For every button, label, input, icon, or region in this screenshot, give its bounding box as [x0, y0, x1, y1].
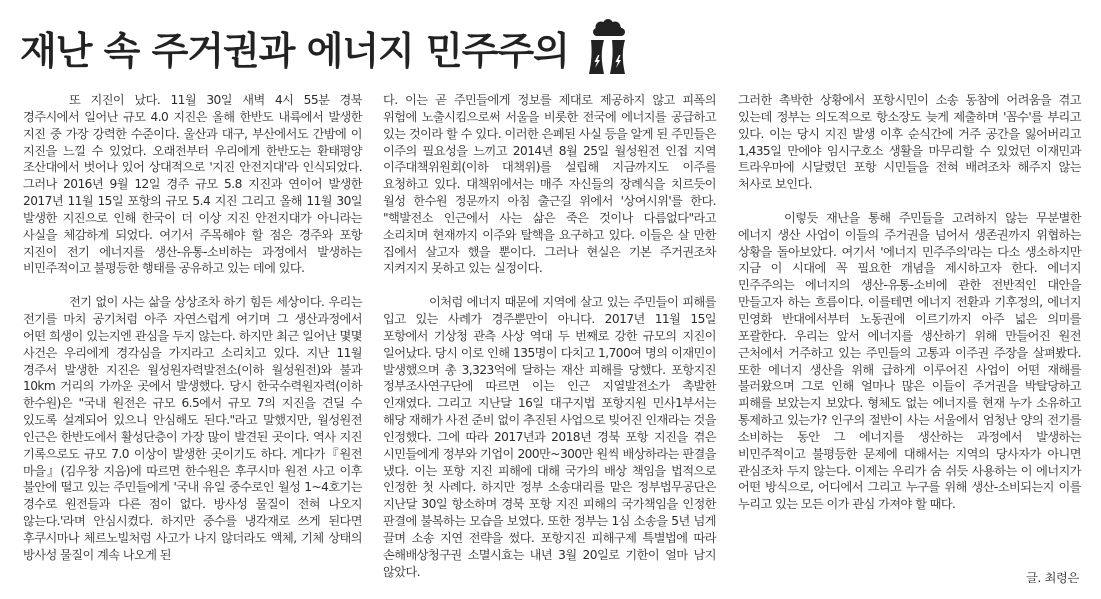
byline: 글. 최령은	[1025, 571, 1079, 585]
nuclear-plant-icon	[585, 18, 633, 76]
article-column-2	[383, 92, 716, 580]
paragraph: 전기 없이 사는 삶을 상상조차 하기 힘든 세상이다. 우리는 전기를 마치 공기처럼 아주 자연스럽게 여기며 그 생산과정에서 어떤 희생이 있는지엔 관심을 두지 않는다. 하지만 최근 일어난 몇몇 사건은 우리에게 경각심을 가지라고 소리치고 있다. 지난 11월 경주서 발생한 지진은 월성원자력발전소(이하 월성원전)와 불과 10km 거리의 가까운 곳에서 발생했다. 당시 한국수력원자력(이하 한수원)은 "국내 원전은 규모 6.5에서 규모 7의 지진을 견딜 수 있도록 설계되어 있으니 안심해도 된다."라고 말했지만, 월성원전 인근은 한반도에서 활성단층이 가장 많이 발견된 곳이다. 역사 지진 기록으로도 규모 7.0 이상이 발생한 곳이기도 하다. 게다가『원전 마을』(김우창 지음)에 따르면 한수원은 후쿠시마 원전 사고 이후 불안에 떨고 있는 주민들에게 '국내 유일 중수로인 월성 1~4호기는 경수로 원전들과 다른 점이 없다. 방사성 물질이 전혀 나오지 않는다.'라며 안심시켰다. 하지만 중수를 냉각재로 쓰게 된다면 후쿠시마나 체르노빌처럼 사고가 나지 않더라도 액체, 기체 상태의 방사성 물질이 계속 나오게 된	[23, 295, 362, 562]
title-row	[20, 14, 633, 80]
paragraph: 이렇듯 재난을 통해 주민들을 고려하지 않는 무분별한 에너지 생산 사업이 이들의 주거권을 넘어서 생존권까지 위협하는 상황을 돌아보았다. 여기서 '에너지 민주주의'라는 다소 생소하지만 지금 이 시대에 꼭 필요한 개념을 제시하고자 한다. 에너지 민주주의는 에너지의 생산-유통-소비에 관한 전반적인 대안을 만들고자 하는 흐름이다. 이를테면 에너지 전환과 기후정의, 에너지 민영화 반대에서부터 노동권에 이르기까지 아주 넓은 의미를 포괄한다. 우리는 앞서 에너지를 생산하기 위해 만들어진 원전 근처에서 거주하고 있는 주민들의 고통과 이주권 주장을 살펴봤다. 또한 에너지 생산을 위해 급하게 이루어진 사업이 어떤 재해를 불러왔으며 그로 인해 얼마나 많은 이들이 주거권을 박탈당하고 피해를 보았는지 보았다. 형체도 없는 에너지를 현재 누가 소유하고 통제하고 있는가? 인구의 절반이 사는 서울에서 엄청난 양의 전기를 소비하는 동안 그 에너지를 생산하는 과정에서 발생하는 비민주적이고 불평등한 문제에 대해서는 지역의 당사자가 아니면 관심조차 두지 않는다. 이제는 우리가 숨 쉬듯 사용하는 이 에너지가 어떤 방식으로, 어디에서 그리고 누구를 위해 생산-소비되는지 이를 누리고 있는 모든 이가 관심 가져야 할 때다.	[738, 210, 1081, 512]
paragraph: 다. 이는 곧 주민들에게 정보를 제대로 제공하지 않고 피폭의 위험에 노출시킴으로써 서울을 비롯한 전국에 에너지를 공급하고 있는 것이라 할 수 있다. 이러한 은폐된 사실 등을 알게 된 주민들은 이주의 필요성을 느끼고 2014년 8월 25일 월성원전 인접 지역 이주대책위원회(이하 대책위)를 설립해 지금까지도 이주를 요청하고 있다. 대책위에서는 매주 자신들의 장례식을 치르듯이 월성 한수원 정문까지 아침 출근길 위에서 '상여시위'를 한다. "핵발전소 인근에서 사는 삶은 죽은 것이나 다름없다"라고 소리치며 현재까지 이주와 탈핵을 요구하고 있다. 이들은 살 만한 집에서 살고자 했을 뿐이다. 그러나 현실은 기본 주거권조차 지켜지지 못하고 있는 실정이다.	[383, 93, 716, 276]
article-column-3	[738, 92, 1081, 513]
article-title: 재난 속 주거권과 에너지 민주주의	[20, 28, 569, 73]
paragraph: 이처럼 에너지 때문에 지역에 살고 있는 주민들이 피해를 입고 있는 사례가 경주뿐만이 아니다. 2017년 11월 15일 포항에서 기상청 관측 사상 역대 두 번째로 강한 규모의 지진이 일어났다. 당시 이로 인해 135명이 다치고 1,700여 명의 이재민이 발생했으며 총 3,323억에 달하는 재산 피해를 당했다. 포항지진 정부조사연구단에 따르면 이는 인근 지열발전소가 촉발한 인재였다. 그리고 지난달 16일 대구지법 포항지원 민사1부서는 해당 재해가 사전 준비 없이 추진된 사업으로 빚어진 인재라는 것을 인정했다. 그에 따라 2017년과 2018년 경북 포항 지진을 겪은 시민들에게 정부와 기업이 200만~300만 원씩 배상하라는 판결을 냈다. 이는 포항 지진 피해에 대해 국가의 배상 책임을 법적으로 인정한 첫 사례다. 하지만 정부 소송대리를 맡은 정부법무공단은 지난달 30일 항소하며 경북 포항 지진 피해의 국가책임을 인정한 판결에 불복하는 모습을 보였다. 또한 정부는 1심 소송을 5년 넘게 끌며 소송 지연 전략을 썼다. 포항지진 피해구제 특별법에 따라 손해배상청구권 소멸시효는 내년 3월 20일로 기한이 얼마 남지 않았다.	[383, 295, 716, 579]
paragraph: 그러한 촉박한 상황에서 포항시민이 소송 동참에 어려움을 겪고 있는데 정부는 의도적으로 항소장도 늦게 제출하며 '꼼수'를 부리고 있다. 이는 당시 지진 발생 이후 순식간에 거주 공간을 잃어버리고 1,435일 만에야 임시구호소 생활을 마무리할 수 있었던 이재민과 트라우마에 시달렸던 포항 시민들을 전혀 배려조차 해주지 않는 처사로 보인다.	[738, 93, 1081, 192]
paragraph: 또 지진이 났다. 11월 30일 새벽 4시 55분 경북 경주시에서 일어난 규모 4.0 지진은 올해 한반도 내륙에서 발생한 지진 중 가장 강력한 수준이다. 울산과 대구, 부산에서도 간밤에 이 지진을 느낄 수 있었다. 오래전부터 우리에게 한반도는 환태평양 조산대에서 벗어나 있어 상대적으로 '지진 안전지대'라 인식되었다. 그러나 2016년 9월 12일 경주 규모 5.8 지진과 연이어 발생한 2017년 11월 15일 포항의 규모 5.4 지진 그리고 올해 11월 30일 발생한 지진으로 인해 한국이 더 이상 지진 안전지대가 아니라는 사실을 체감하게 되었다. 여기서 주목해야 할 점은 경주와 포항 지진이 전기 에너지를 생산-유통-소비하는 과정에서 발생하는 비민주적이고 불평등한 행태를 공유하고 있는 데에 있다.	[23, 93, 362, 276]
article-column-1	[23, 92, 362, 564]
